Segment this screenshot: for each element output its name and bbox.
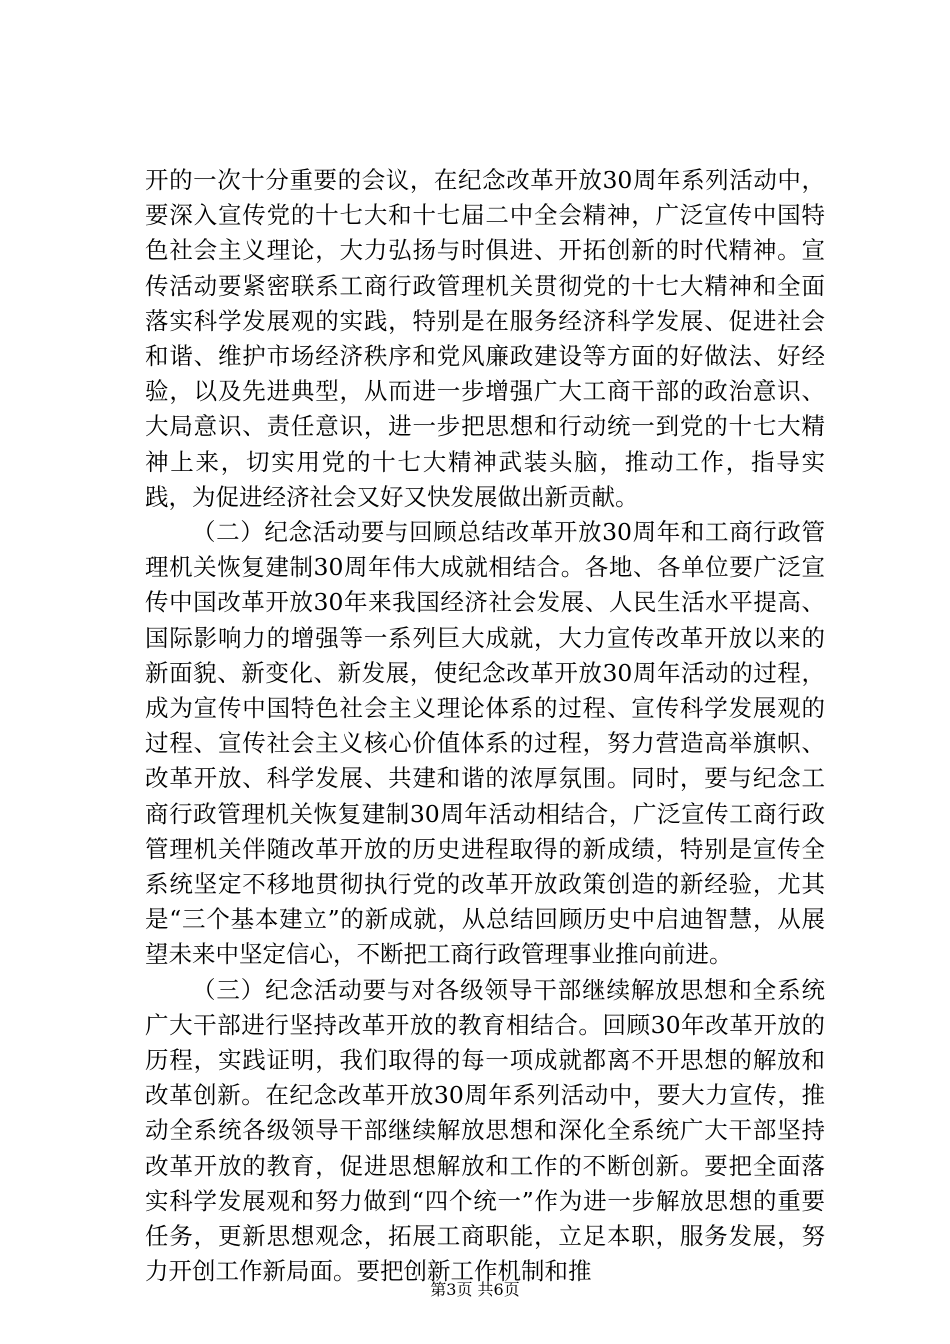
paragraph-1: 开的一次十分重要的会议，在纪念改革开放30周年系列活动中，要深入宣传党的十七大和十七届二中全会精神，广泛宣传中国特色社会主义理论，大力弘扬与时俱进、开拓创新的时代精神。宣传活动要紧密联系工商行政管理机关贯彻党的十七大精神和全面落实科学发展观的实践，特别是在服务经济科学发展、促进社会和谐、维护市场经济秩序和党风廉政建设等方面的好做法、好经验，以及先进典型，从而进一步增强广大工商干部的政治意识、大局意识、责任意识，进一步把思想和行动统一到党的十七大精神上来，切实用党的十七大精神武装头脑，推动工作，指导实践，为促进经济社会又好又快发展做出新贡献。	[145, 166, 825, 511]
paragraph-3: （三）纪念活动要与对各级领导干部继续解放思想和全系统广大干部进行坚持改革开放的教育相结合。回顾30年改革开放的历程，实践证明，我们取得的每一项成就都离不开思想的解放和改革创新。在纪念改革开放30周年系列活动中，要大力宣传，推动全系统各级领导干部继续解放思想和深化全系统广大干部坚持改革开放的教育，促进思想解放和工作的不断创新。要把全面落实科学发展观和努力做到“四个统一”作为进一步解放思想的重要任务，更新思想观念，拓展工商职能，立足本职，服务发展，努力开创工作新局面。要把创新工作机制和推	[145, 975, 825, 1286]
document-body	[145, 163, 825, 1290]
page-footer: 第3页 共6页	[430, 1280, 520, 1299]
paragraph-2: （二）纪念活动要与回顾总结改革开放30周年和工商行政管理机关恢复建制30周年伟大成就相结合。各地、各单位要广泛宣传中国改革开放30年来我国经济社会发展、人民生活水平提高、国际影响力的增强等一系列巨大成就，大力宣传改革开放以来的新面貌、新变化、新发展，使纪念改革开放30周年活动的过程，成为宣传中国特色社会主义理论体系的过程、宣传科学发展观的过程、宣传社会主义核心价值体系的过程，努力营造高举旗帜、改革开放、科学发展、共建和谐的浓厚氛围。同时，要与纪念工商行政管理机关恢复建制30周年活动相结合，广泛宣传工商行政管理机关伴随改革开放的历史进程取得的新成绩，特别是宣传全系统坚定不移地贯彻执行党的改革开放政策创造的新经验，尤其是“三个基本建立”的新成就，从总结回顾历史中启迪智慧，从展望未来中坚定信心，不断把工商行政管理事业推向前进。	[145, 518, 825, 969]
